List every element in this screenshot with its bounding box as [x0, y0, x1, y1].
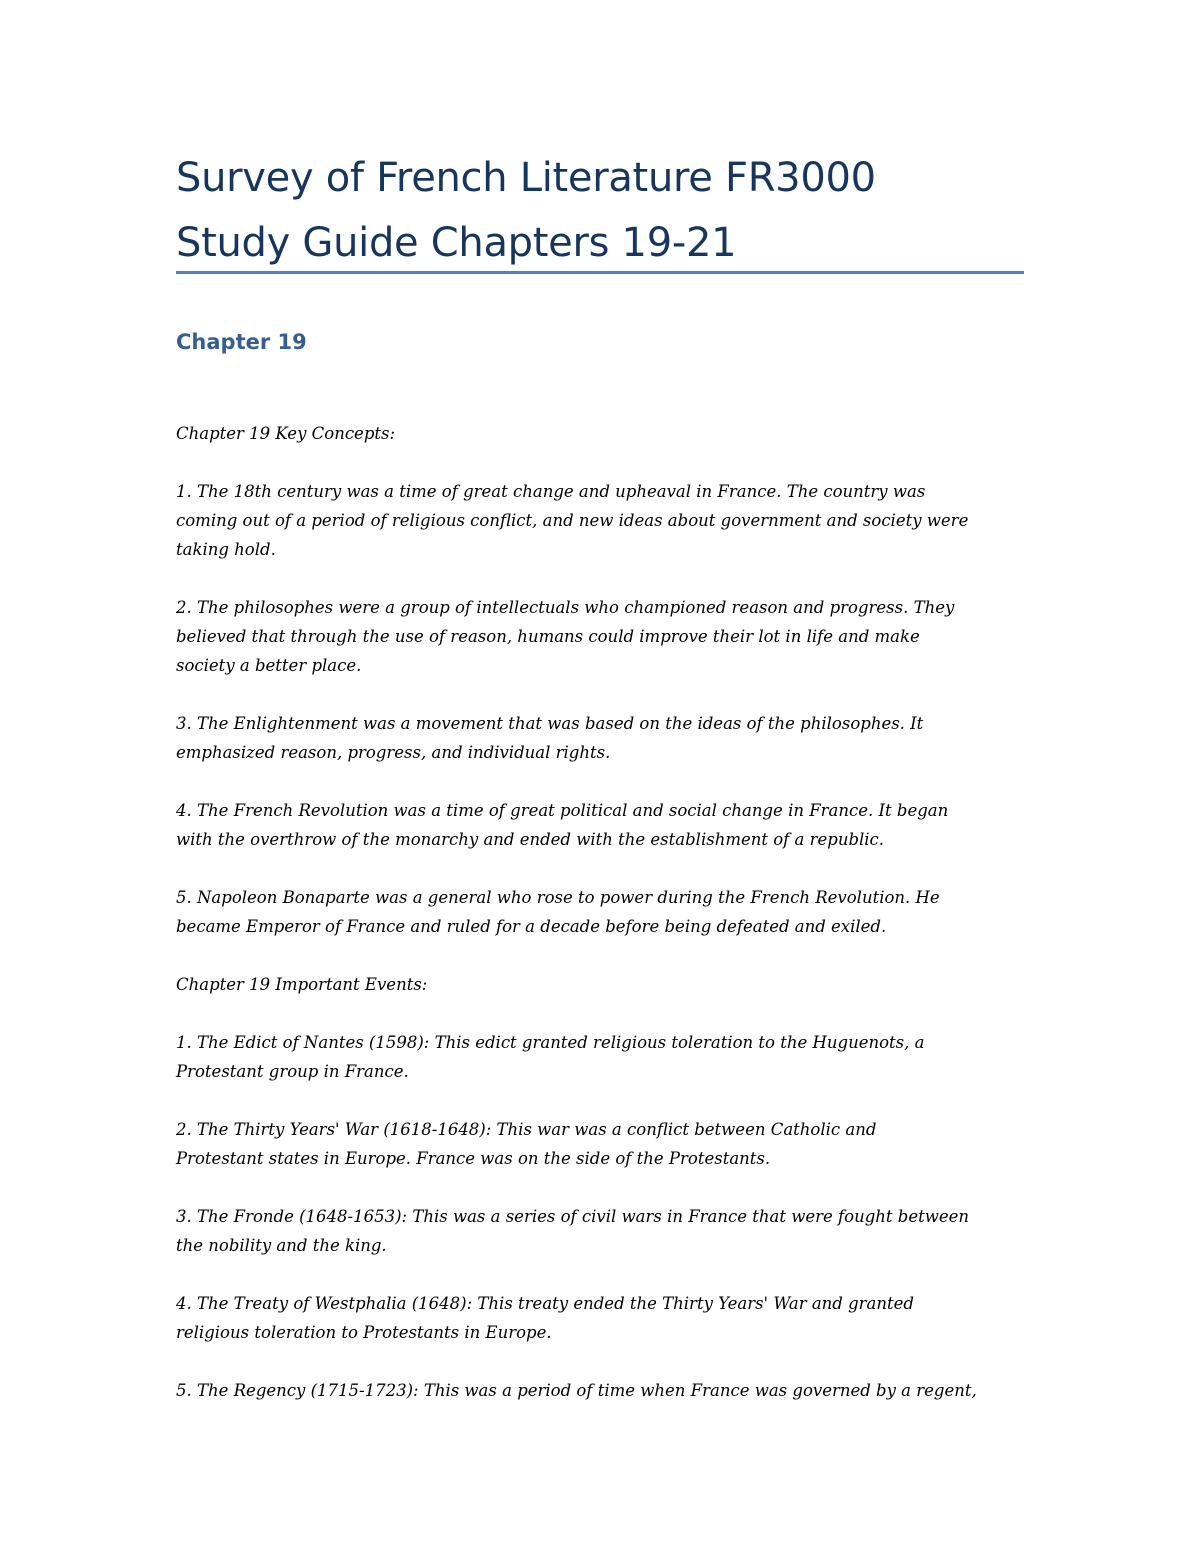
paragraph-line: 2. The Thirty Years' War (1618-1648): This war was a conflict between Catholic and: [176, 1120, 877, 1139]
paragraph-line: Chapter 19 Important Events:: [176, 975, 428, 994]
paragraph: [176, 1202, 1036, 1260]
paragraph-line: 2. The philosophes were a group of intellectuals who championed reason and progress. They: [176, 598, 955, 617]
paragraph-line: coming out of a period of religious conflict, and new ideas about government and society were: [176, 511, 969, 530]
paragraph: [176, 1376, 1036, 1405]
document-title: [176, 146, 1024, 276]
paragraph: [176, 419, 1036, 448]
paragraph-line: believed that through the use of reason, humans could improve their lot in life and make: [176, 627, 920, 646]
paragraph: [176, 1115, 1036, 1173]
paragraph-line: 1. The Edict of Nantes (1598): This edict granted religious toleration to the Huguenots, a: [176, 1033, 925, 1052]
paragraph-line: taking hold.: [176, 540, 276, 559]
paragraph-line: Protestant states in Europe. France was on the side of the Protestants.: [176, 1149, 771, 1168]
paragraph: [176, 970, 1036, 999]
paragraph: [176, 1289, 1036, 1347]
paragraph-line: 5. Napoleon Bonaparte was a general who rose to power during the French Revolution. He: [176, 888, 940, 907]
paragraph: [176, 1028, 1036, 1086]
paragraph-line: religious toleration to Protestants in Europe.: [176, 1323, 552, 1342]
title-line-1: Survey of French Literature FR3000: [176, 155, 876, 201]
paragraph-line: 3. The Enlightenment was a movement that was based on the ideas of the philosophes. It: [176, 714, 924, 733]
chapter-heading: Chapter 19: [176, 330, 307, 354]
paragraph-line: 3. The Fronde (1648-1653): This was a series of civil wars in France that were fought between: [176, 1207, 969, 1226]
paragraph-line: with the overthrow of the monarchy and ended with the establishment of a republic.: [176, 830, 885, 849]
paragraph: [176, 883, 1036, 941]
paragraph: [176, 709, 1036, 767]
paragraph-line: 1. The 18th century was a time of great change and upheaval in France. The country was: [176, 482, 926, 501]
paragraph-line: society a better place.: [176, 656, 362, 675]
paragraph-line: emphasized reason, progress, and individual rights.: [176, 743, 611, 762]
paragraph-line: 4. The Treaty of Westphalia (1648): This treaty ended the Thirty Years' War and granted: [176, 1294, 914, 1313]
paragraph: [176, 593, 1036, 680]
paragraph-line: Chapter 19 Key Concepts:: [176, 424, 396, 443]
paragraph: [176, 796, 1036, 854]
document-body: [176, 419, 1036, 1434]
paragraph-line: the nobility and the king.: [176, 1236, 387, 1255]
title-line-2: Study Guide Chapters 19-21: [176, 220, 737, 266]
paragraph: [176, 477, 1036, 564]
paragraph-line: became Emperor of France and ruled for a decade before being defeated and exiled.: [176, 917, 887, 936]
paragraph-line: 5. The Regency (1715-1723): This was a period of time when France was governed by a regent,: [176, 1381, 977, 1400]
paragraph-line: 4. The French Revolution was a time of great political and social change in France. It began: [176, 801, 949, 820]
title-underline-rule: [176, 271, 1024, 274]
paragraph-line: Protestant group in France.: [176, 1062, 409, 1081]
